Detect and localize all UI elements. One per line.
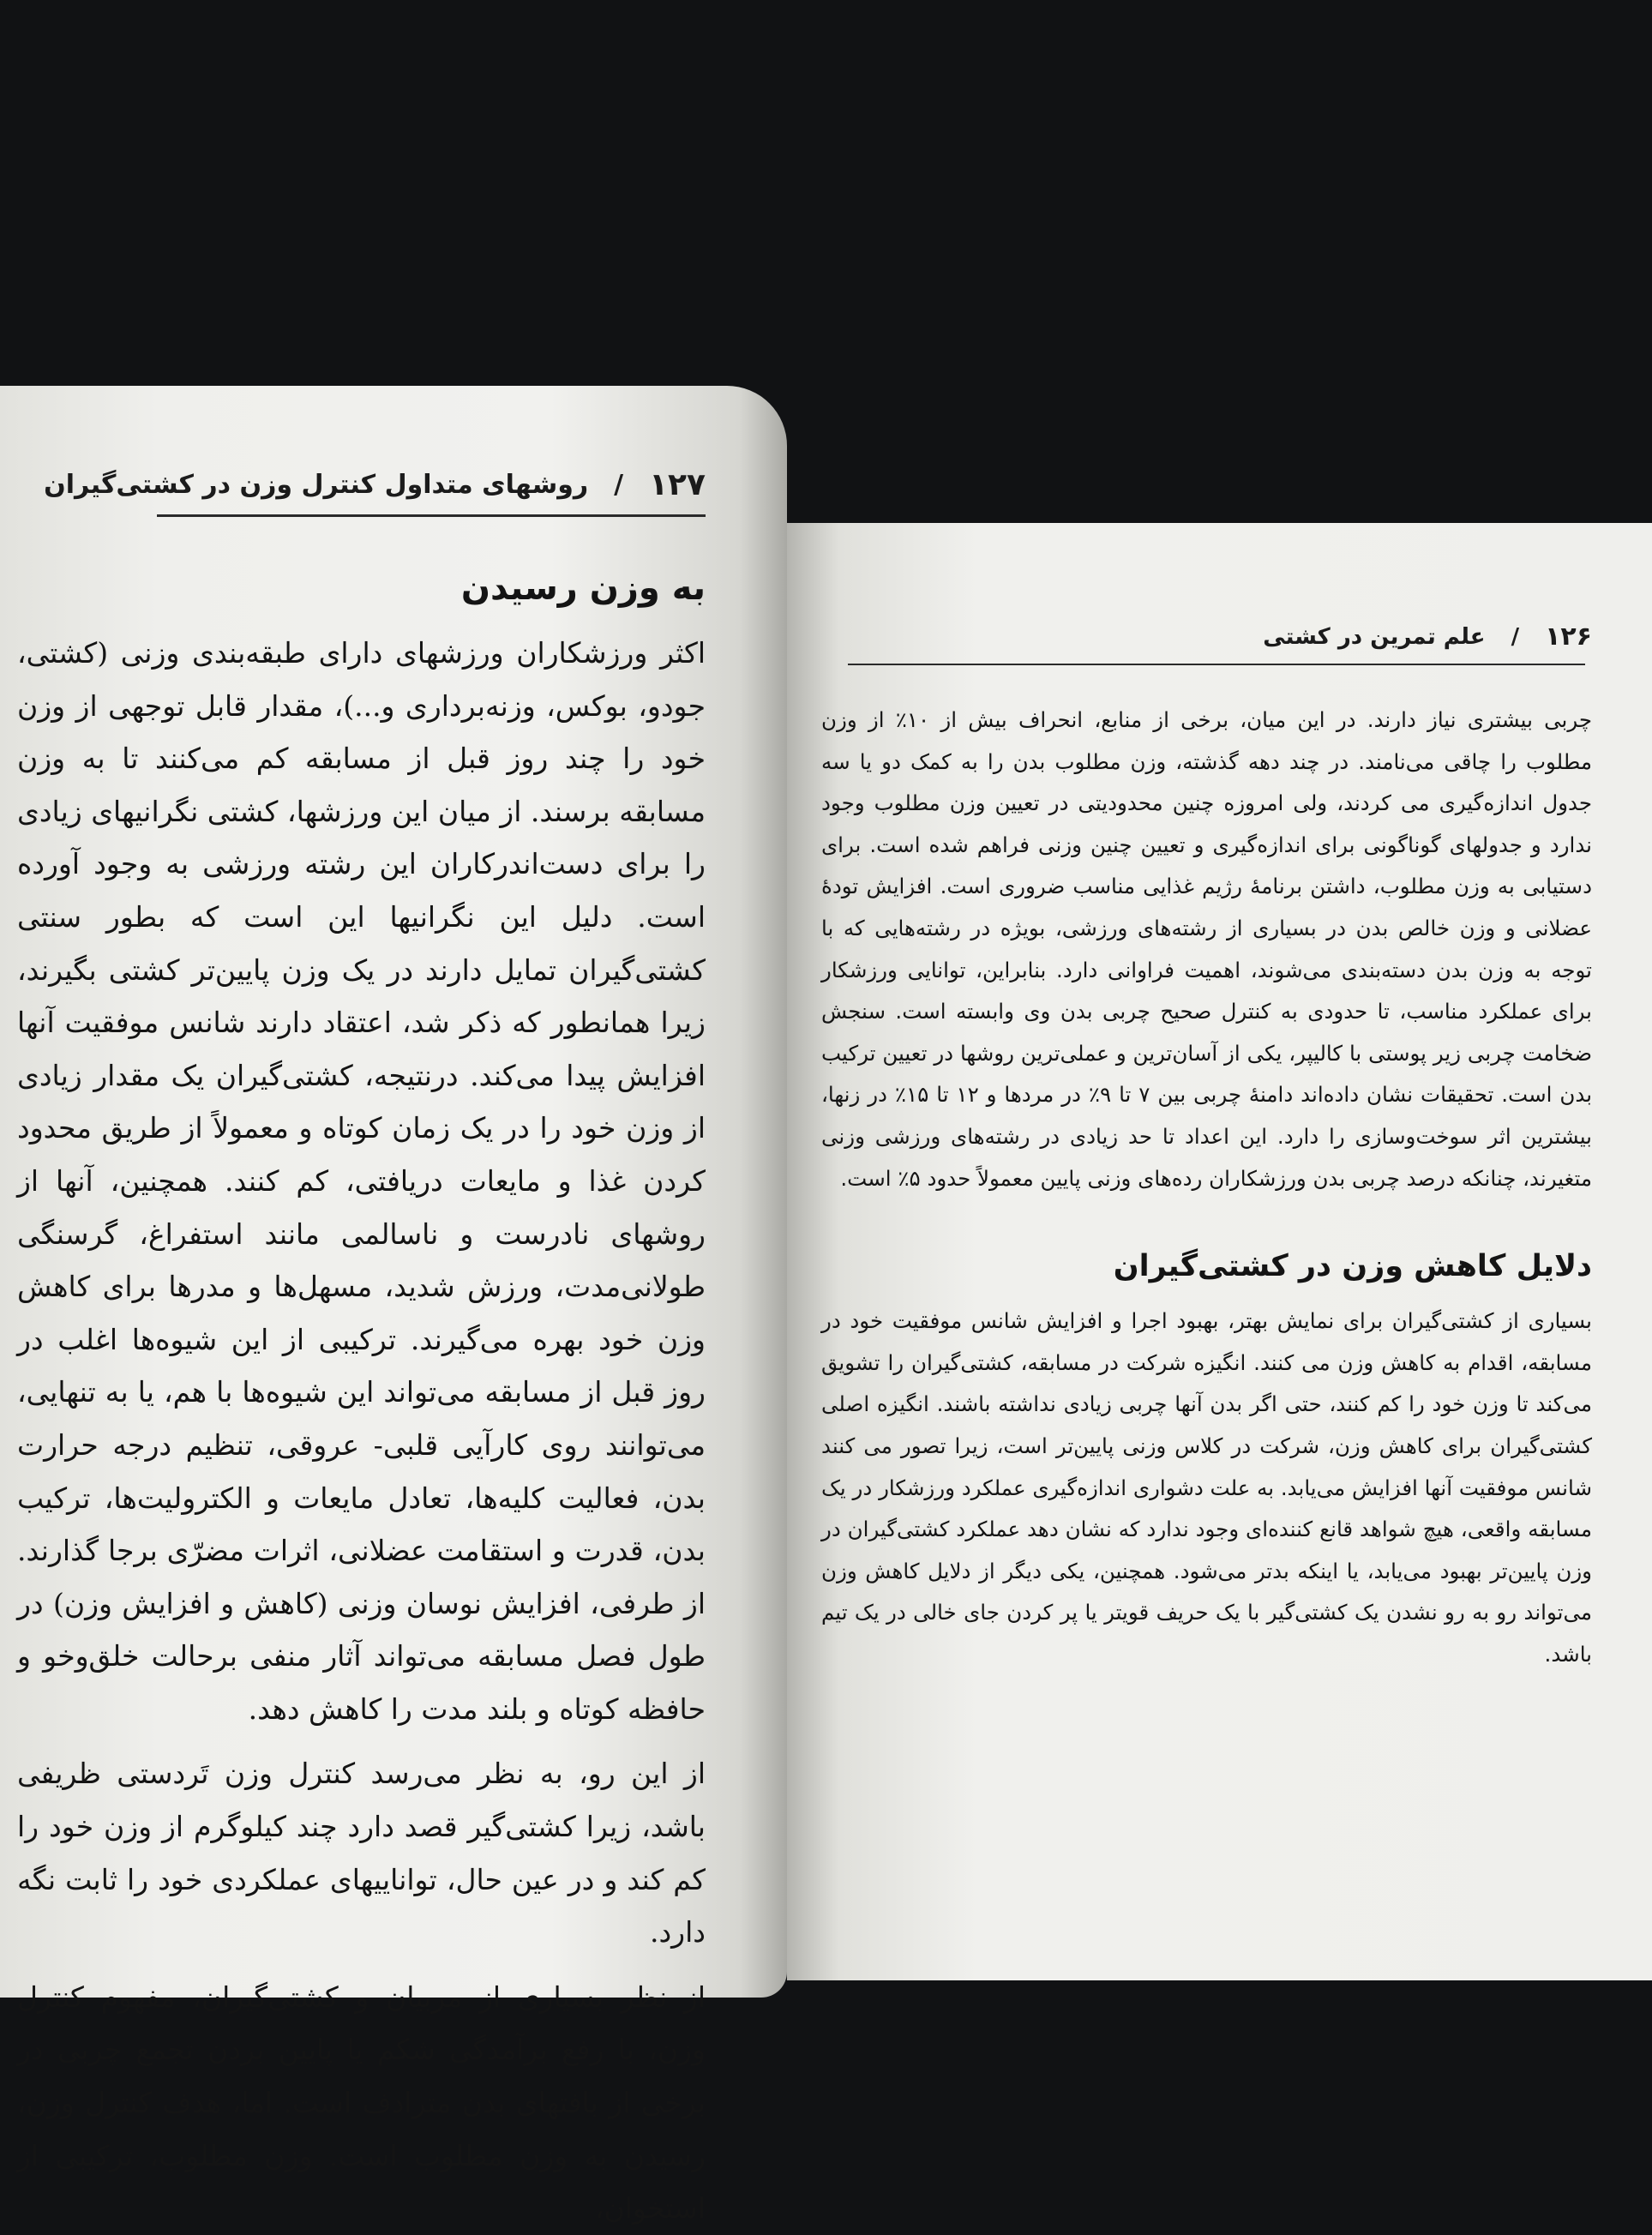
page-number: ۱۲۷: [649, 467, 706, 502]
paragraph: از نظر بسیاری از مربیان و کشتی‌گیران، مفهوم کنترل وزن، با رفع برآمدگی شکم یا پایین بردن تجمع چربی در برخی از بافتهای بدن مترادف است. اما، هدف کنترل وزن، رسیدن به وزن مطلوب است. وزن مطلوب، ترکیبی از استخوان،: [17, 1980, 706, 2226]
paragraph: اکثر ورزشکاران ورزشهای دارای طبقه‌بندی وزنی (کشتی، جودو، بوکس، وزنه‌برداری و...)، مقدار قابل توجهی از وزن خود را چند روز قبل از مسابقه کم می‌کنند تا به وزن مسابقه برسند. از میان این ورزشها، کشتی نگرانیهای زیادی را برای دست‌اندرکاران این رشته ورزشی به وجود آورده است. دلیل این نگرانیها این است که بطور سنتی کشتی‌گیران تمایل دارند در یک وزن پایین‌تر کشتی بگیرند، زیرا همانطور که ذکر شد، اعتقاد دارند شانس موفقیت آنها افزایش پیدا می‌کند. درنتیجه، کشتی‌گیران یک مقدار زیادی از وزن خود را در یک زمان کوتاه و معمولاً از طریق محدود کردن غذا و مایعات دریافتی، کم کنند. همچنین، آنها از روشهای نادرست و ناسالمی مانند استفراغ، گرسنگی طولانی‌مدت، ورزش شدید، مسهل‌ها و مدرها برای کاهش وزن خود بهره می‌گیرند. ترکیبی از این شیوه‌ها اغلب در روز قبل از مسابقه می‌تواند این شیوه‌ها با هم، یا به تنهایی، می‌توانند روی کارآیی قلبی- عروقی، تنظیم درجه حرارت بدن، فعالیت کلیه‌ها، تعادل مایعات و الکترولیت‌ها، ترکیب بدن، قدرت و استقامت عضلانی، اثرات مضرّی برجا گذارند. از طرفی، افزایش نوسان وزنی (کاهش و افزایش وزن) در طول فصل مسابقه می‌تواند آثار منفی برحالت خلق‌وخو و حافظه کوتاه و بلند مدت را کاهش دهد.: [17, 636, 706, 1726]
header-separator: /: [1511, 623, 1520, 650]
paragraph: چربی بیشتری نیاز دارند. در این میان، برخی از منابع، انحراف بیش از ۱۰٪ از وزن مطلوب را چاقی می‌نامند. در چند دهه گذشته، وزن مطلوب بدن را به کمک دو یا سه جدول اندازه‌گیری می کردند، ولی امروزه چنین محدودیتی در تعیین وزن مطلوب وجود ندارد و جدولهای گوناگونی برای اندازه‌گیری و تعیین چنین وزنی فراهم شده است. برای دستیابی به وزن مطلوب، داشتن برنامهٔ رژیم غذایی مناسب ضروری است. افزایش تودهٔ عضلانی و وزن خالص بدن در بسیاری از رشته‌های ورزشی، بویژه در رشته‌هایی که با توجه به وزن بدن دسته‌بندی می‌شوند، اهمیت فراوانی دارد. بنابراین، توانایی ورزشکار برای عملکرد مناسب، تا حدودی به کنترل صحیح چربی بدن وی وابسته است. سنجش ضخامت چربی زیر پوستی با کالیپر، یکی از آسان‌ترین و عملی‌ترین روشها در تعیین ترکیب بدن است. تحقیقات نشان داده‌اند دامنهٔ چربی بین ۷ تا ۹٪ در مردها و ۱۲ تا ۱۵٪ در زنها، بیشترین اثر سوخت‌وسازی را دارد. این اعداد تا حد زیادی در رشته‌های ورزشی وزنی متغیرند، چنانکه درصد چربی بدن ورزشکاران رده‌های وزنی پایین معمولاً حدود ۵٪ است.: [821, 707, 1593, 1191]
paragraph: از این رو، به نظر می‌رسد کنترل وزن تَردستی ظریفی باشد، زیرا کشتی‌گیر قصد دارد چند کیلوگرم از وزن خود را کم کند و در عین حال، تواناییهای عملکردی خود را ثابت نگه دارد.: [17, 1757, 706, 1950]
running-title: روشهای متداول کنترل وزن در کشتی‌گیران: [44, 470, 589, 500]
running-head: [821, 622, 1592, 652]
header-rule: [157, 514, 706, 517]
running-title: علم تمرین در کشتی: [1263, 623, 1486, 650]
paragraph: بسیاری از کشتی‌گیران برای نمایش بهتر، بهبود اجرا و افزایش شانس موفقیت خود در مسابقه، اقدام به کاهش وزن می کنند. انگیزه شرکت در مسابقه، کشتی‌گیران را تشویق می‌کند تا وزن خود را کم کنند، حتی اگر بدن آنها چربی زیادی نداشته باشند. انگیزه اصلی کشتی‌گیران برای کاهش وزن، شرکت در کلاس وزنی پایین‌تر است، زیرا تصور می کنند شانس موفقیت آنها افزایش می‌یابد. به علت دشواری اندازه‌گیری عملکرد ورزشکار در یک مسابقه واقعی، هیچ شواهد قانع کننده‌ای وجود ندارد که نشان دهد عملکرد کشتی‌گیران در وزن پایین‌تر بهبود می‌یابد، یا اینکه بدتر می‌شود. همچنین، یکی دیگر از دلایل کاهش وزن می‌تواند رو به رو نشدن یک کشتی‌گیر با یک حریف قویتر یا پر کردن جای خالی در یک تیم باشد.: [821, 1308, 1592, 1667]
section-title: به وزن رسیدن: [460, 568, 706, 608]
page-number: ۱۲۶: [1545, 622, 1592, 652]
section-title: دلایل کاهش وزن در کشتی‌گیران: [1113, 1249, 1592, 1284]
right-page: [787, 523, 1652, 1980]
running-head: [17, 467, 706, 502]
header-rule: [848, 664, 1585, 665]
header-separator: /: [614, 470, 624, 500]
left-page: [0, 386, 787, 2226]
